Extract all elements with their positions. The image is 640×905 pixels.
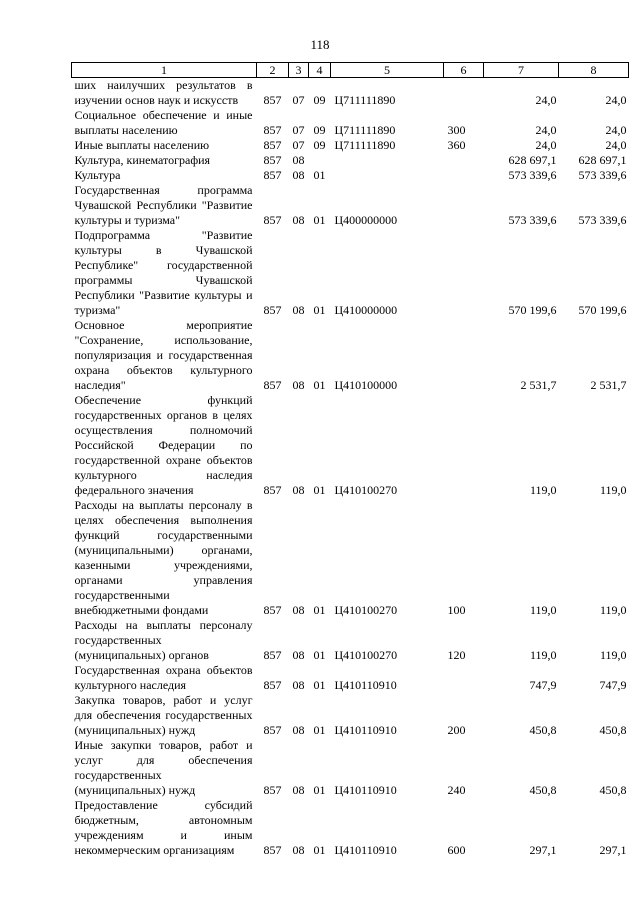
cell-section: 08 <box>292 678 305 692</box>
cell-sum-year-1: 2 531,7 <box>520 378 557 392</box>
cell-subsection: 01 <box>313 483 326 497</box>
cell-expense-type: 240 <box>447 783 466 797</box>
cell-section: 08 <box>292 483 305 497</box>
table-row <box>72 318 629 393</box>
cell-name: Закупка товаров, работ и услуг для обеспечения государственных (муниципальных) нужд <box>74 693 253 737</box>
cell-sum-year-2: 747,9 <box>599 678 627 692</box>
cell-name: Государственная программа Чувашской Республики "Развитие культуры и туризма" <box>74 183 253 227</box>
cell-sum-year-2: 450,8 <box>599 723 627 737</box>
cell-subsection: 09 <box>313 93 326 107</box>
cell-target-article: Ц711111890 <box>334 93 396 107</box>
cell-expense-type: 600 <box>447 843 466 857</box>
cell-grbs: 857 <box>263 303 282 317</box>
header-col-5: 5 <box>331 63 444 78</box>
cell-section: 08 <box>292 783 305 797</box>
cell-sum-year-2: 573 339,6 <box>578 168 627 182</box>
cell-sum-year-1: 450,8 <box>529 723 557 737</box>
cell-target-article: Ц410110910 <box>334 843 397 857</box>
cell-grbs: 857 <box>263 843 282 857</box>
cell-target-article: Ц711111890 <box>334 123 396 137</box>
cell-sum-year-1: 24,0 <box>535 138 557 152</box>
table-row <box>72 393 629 498</box>
table-row <box>72 618 629 663</box>
cell-sum-year-2: 2 531,7 <box>590 378 627 392</box>
cell-name: Обеспечение функций государственных органов в целях осуществления полномочий Российской Федерации по государственной охране объектов культурного наследия федерального значения <box>74 393 253 497</box>
cell-grbs: 857 <box>263 783 282 797</box>
cell-sum-year-1: 573 339,6 <box>508 168 557 182</box>
cell-subsection: 01 <box>313 303 326 317</box>
cell-subsection: 01 <box>313 723 326 737</box>
cell-sum-year-1: 119,0 <box>529 648 557 662</box>
cell-sum-year-1: 450,8 <box>529 783 557 797</box>
cell-target-article <box>331 168 444 183</box>
table-row <box>72 228 629 318</box>
cell-expense-type: 360 <box>447 138 466 152</box>
cell-grbs: 857 <box>263 723 282 737</box>
cell-section: 08 <box>292 603 305 617</box>
cell-expense-type <box>444 183 484 228</box>
cell-grbs: 857 <box>263 93 282 107</box>
cell-sum-year-2: 24,0 <box>605 93 627 107</box>
cell-subsection: 01 <box>313 168 326 182</box>
cell-subsection: 01 <box>313 213 326 227</box>
header-col-1: 1 <box>72 63 257 78</box>
cell-expense-type <box>444 78 484 109</box>
cell-expense-type <box>444 153 484 168</box>
table-body <box>72 78 629 859</box>
cell-target-article: Ц410100270 <box>334 483 398 497</box>
header-col-6: 6 <box>444 63 484 78</box>
cell-sum-year-1: 297,1 <box>529 843 557 857</box>
budget-table <box>71 62 629 858</box>
cell-name: Расходы на выплаты персоналу государственных (муниципальных) органов <box>74 618 253 662</box>
cell-target-article: Ц400000000 <box>334 213 398 227</box>
cell-subsection: 01 <box>313 783 326 797</box>
cell-expense-type <box>444 318 484 393</box>
cell-target-article: Ц410100000 <box>334 378 398 392</box>
cell-sum-year-2: 297,1 <box>599 843 627 857</box>
cell-expense-type: 100 <box>447 603 466 617</box>
cell-sum-year-2: 119,0 <box>599 603 627 617</box>
cell-subsection: 01 <box>313 678 326 692</box>
cell-target-article: Ц410000000 <box>334 303 398 317</box>
cell-sum-year-1: 119,0 <box>529 603 557 617</box>
cell-sum-year-2: 628 697,1 <box>578 153 627 167</box>
cell-name: Социальное обеспечение и иные выплаты населению <box>74 108 253 137</box>
cell-sum-year-2: 450,8 <box>599 783 627 797</box>
cell-section: 07 <box>292 93 305 107</box>
cell-name: Расходы на выплаты персоналу в целях обеспечения выполнения функций государственными (муниципальными) органами, казенными учреждениями, органами управления государственными внебюджетными фондами <box>74 498 253 617</box>
cell-name: Иные выплаты населению <box>74 138 210 152</box>
table-row <box>72 78 629 109</box>
cell-sum-year-2: 24,0 <box>605 123 627 137</box>
cell-sum-year-2: 119,0 <box>599 648 627 662</box>
cell-expense-type: 120 <box>447 648 466 662</box>
cell-section: 08 <box>292 153 305 167</box>
cell-grbs: 857 <box>263 123 282 137</box>
cell-grbs: 857 <box>263 213 282 227</box>
table-row <box>72 153 629 168</box>
table-row <box>72 183 629 228</box>
cell-grbs: 857 <box>263 168 282 182</box>
cell-expense-type <box>444 663 484 693</box>
cell-section: 07 <box>292 123 305 137</box>
table-row <box>72 798 629 858</box>
cell-target-article: Ц410110910 <box>334 723 397 737</box>
cell-subsection: 01 <box>313 378 326 392</box>
header-col-2: 2 <box>257 63 289 78</box>
cell-sum-year-1: 747,9 <box>529 678 557 692</box>
cell-name: Подпрограмма "Развитие культуры в Чувашской Республике" государственной программы Чувашской Республики "Развитие культуры и туризма" <box>74 228 253 317</box>
cell-name: Иные закупки товаров, работ и услуг для обеспечения государственных (муниципальных) нужд <box>74 738 253 797</box>
header-row <box>72 63 629 78</box>
cell-subsection: 09 <box>313 123 326 137</box>
cell-sum-year-1: 628 697,1 <box>508 153 557 167</box>
cell-sum-year-2: 570 199,6 <box>578 303 627 317</box>
cell-section: 08 <box>292 648 305 662</box>
table-row <box>72 693 629 738</box>
cell-target-article: Ц410100270 <box>334 603 398 617</box>
cell-sum-year-2: 573 339,6 <box>578 213 627 227</box>
cell-grbs: 857 <box>263 378 282 392</box>
cell-grbs: 857 <box>263 483 282 497</box>
cell-subsection: 01 <box>313 603 326 617</box>
cell-section: 08 <box>292 303 305 317</box>
cell-subsection: 01 <box>313 843 326 857</box>
cell-grbs: 857 <box>263 153 282 167</box>
cell-name: Государственная охрана объектов культурного наследия <box>74 663 253 692</box>
table-row <box>72 738 629 798</box>
cell-section: 08 <box>292 168 305 182</box>
cell-sum-year-1: 24,0 <box>535 123 557 137</box>
cell-subsection <box>309 153 331 168</box>
cell-target-article: Ц410110910 <box>334 678 397 692</box>
cell-grbs: 857 <box>263 603 282 617</box>
cell-target-article: Ц711111890 <box>334 138 396 152</box>
cell-grbs: 857 <box>263 678 282 692</box>
cell-section: 07 <box>292 138 305 152</box>
header-col-4: 4 <box>309 63 331 78</box>
cell-expense-type <box>444 228 484 318</box>
table-row <box>72 663 629 693</box>
cell-sum-year-1: 24,0 <box>535 93 557 107</box>
cell-name: Культура <box>74 168 121 182</box>
header-col-7: 7 <box>484 63 559 78</box>
cell-name: Предоставление субсидий бюджетным, автономным учреждениям и иным некоммерческим организациям <box>74 798 253 857</box>
cell-section: 08 <box>292 378 305 392</box>
table-row <box>72 168 629 183</box>
cell-target-article: Ц410100270 <box>334 648 398 662</box>
cell-grbs: 857 <box>263 138 282 152</box>
cell-section: 08 <box>292 213 305 227</box>
cell-sum-year-2: 24,0 <box>605 138 627 152</box>
table-header <box>72 63 629 78</box>
cell-subsection: 09 <box>313 138 326 152</box>
cell-expense-type: 200 <box>447 723 466 737</box>
cell-sum-year-1: 119,0 <box>529 483 557 497</box>
table-row <box>72 138 629 153</box>
cell-grbs: 857 <box>263 648 282 662</box>
header-col-3: 3 <box>289 63 309 78</box>
cell-expense-type <box>444 393 484 498</box>
cell-section: 08 <box>292 843 305 857</box>
cell-target-article <box>331 153 444 168</box>
cell-subsection: 01 <box>313 648 326 662</box>
cell-name: Культура, кинематография <box>74 153 211 167</box>
table-row <box>72 498 629 618</box>
header-col-8: 8 <box>559 63 629 78</box>
cell-sum-year-1: 573 339,6 <box>508 213 557 227</box>
cell-sum-year-2: 119,0 <box>599 483 627 497</box>
cell-section: 08 <box>292 723 305 737</box>
cell-target-article: Ц410110910 <box>334 783 397 797</box>
cell-sum-year-1: 570 199,6 <box>508 303 557 317</box>
page-number: 118 <box>310 37 330 52</box>
cell-name: ших наилучших результатов в изучении основ наук и искусств <box>74 78 253 107</box>
table-row <box>72 108 629 138</box>
cell-name: Основное мероприятие "Сохранение, использование, популяризация и государственная охрана объектов культурного наследия" <box>74 318 253 392</box>
cell-expense-type: 300 <box>447 123 466 137</box>
cell-expense-type <box>444 168 484 183</box>
